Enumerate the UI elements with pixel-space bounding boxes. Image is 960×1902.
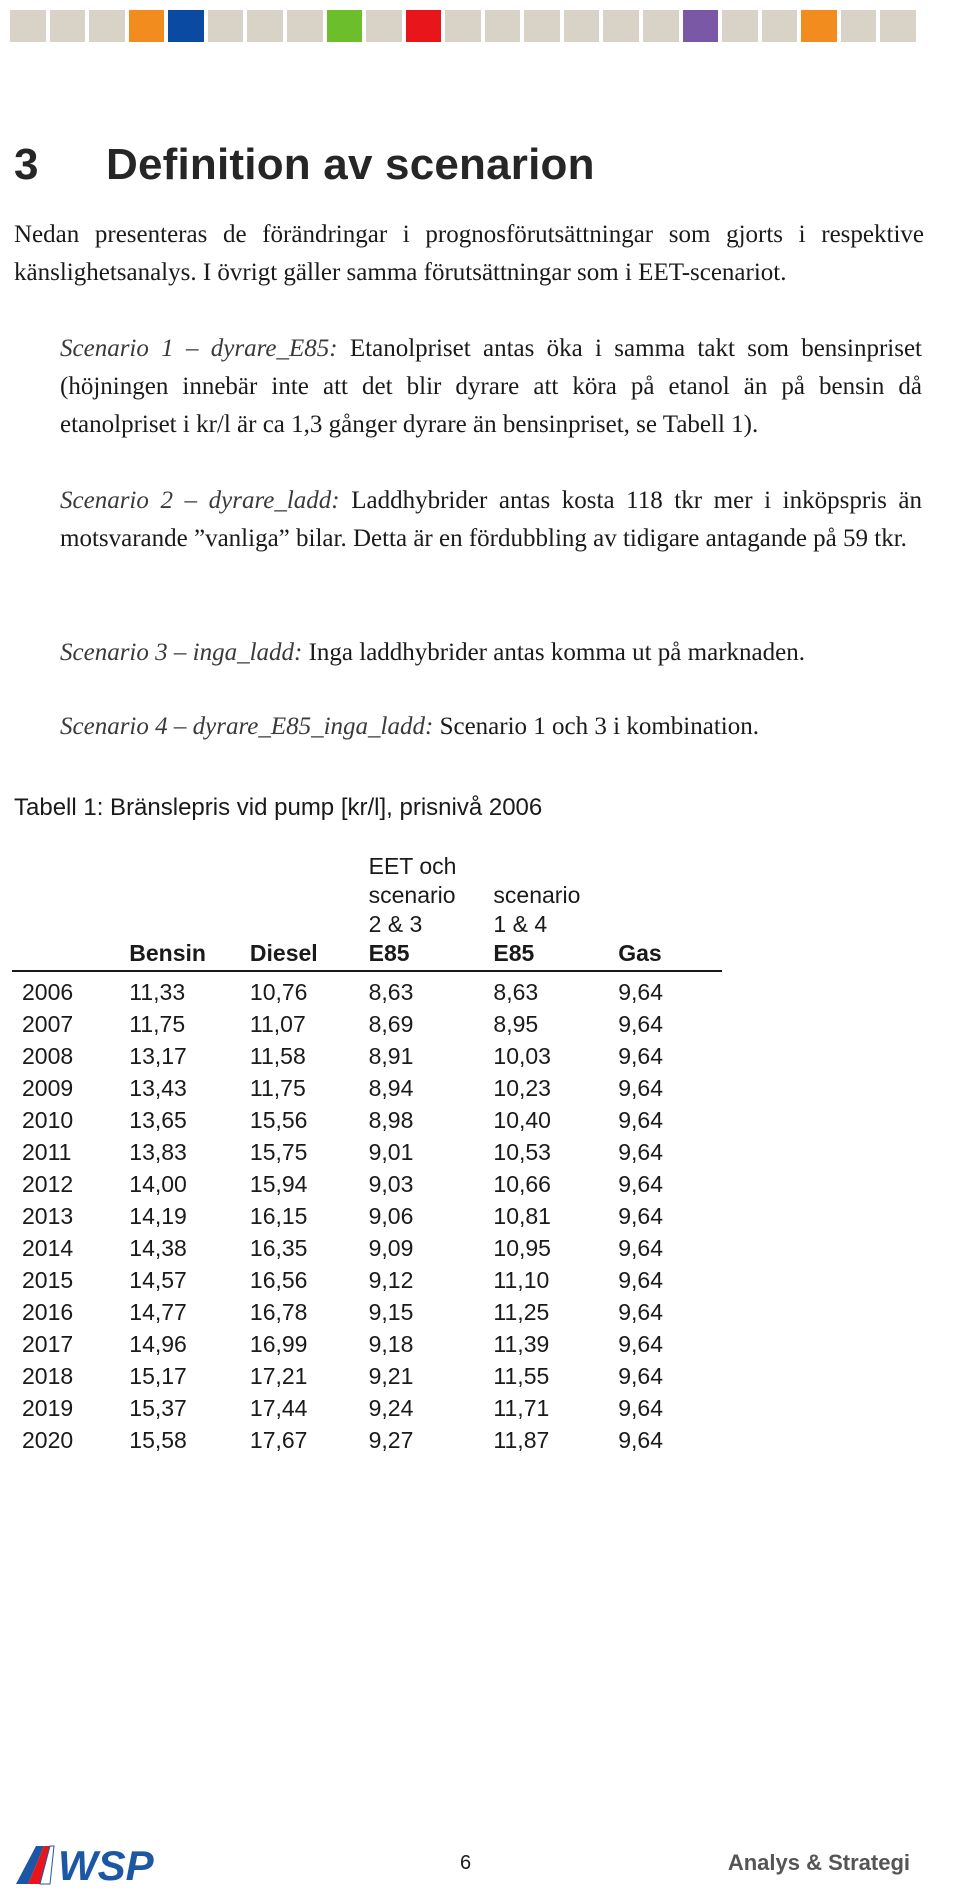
color-square: [485, 10, 521, 42]
price-cell: 9,64: [618, 1427, 663, 1453]
price-cell: 9,64: [618, 1331, 663, 1357]
price-cell: 11,39: [493, 1331, 550, 1357]
year-cell: 2008: [22, 1043, 74, 1069]
price-cell: 8,91: [368, 1043, 414, 1069]
color-square: [445, 10, 481, 42]
price-cell: 10,95: [493, 1235, 551, 1261]
year-cell: 2015: [22, 1267, 74, 1293]
price-cell: 8,69: [368, 1011, 414, 1037]
table-row: [12, 1328, 722, 1360]
price-cell: 9,64: [618, 1299, 663, 1325]
scenario-text: Laddhybrider antas kosta 118 tkr mer i inköpspris än motsvarande ”vanliga” bilar. Detta är en fördubbling av tidigare antagande på 59 tkr.: [60, 487, 922, 552]
price-cell: 11,71: [493, 1395, 550, 1421]
price-cell: 14,57: [129, 1267, 187, 1293]
price-cell: 17,44: [249, 1395, 308, 1421]
table-row: [12, 1168, 722, 1200]
price-cell: 11,87: [493, 1427, 550, 1453]
column-header: Gas: [618, 940, 662, 966]
price-cell: 11,25: [493, 1299, 550, 1325]
column-group-label: EET och scenario 2 & 3: [368, 853, 457, 937]
color-square: [327, 10, 363, 42]
price-cell: 9,64: [618, 1139, 663, 1165]
color-square: [564, 10, 600, 42]
color-square: [366, 10, 402, 42]
scenario-text: Scenario 1 och 3 i kombination.: [433, 713, 759, 740]
scenario-2-paragraph: [60, 482, 922, 558]
column-header: EET och scenario 2 & 3 E85: [359, 852, 484, 971]
price-cell: 13,43: [129, 1075, 187, 1101]
table-row: [12, 1008, 722, 1040]
price-cell: 14,38: [129, 1235, 187, 1261]
price-cell: 14,96: [129, 1331, 187, 1357]
price-cell: 15,17: [129, 1363, 187, 1389]
price-cell: 11,55: [493, 1363, 550, 1389]
price-cell: 9,15: [368, 1299, 414, 1325]
year-cell: 2020: [22, 1427, 74, 1453]
price-cell: 11,75: [249, 1075, 306, 1101]
table-row: [12, 971, 722, 1008]
price-cell: 8,95: [493, 1011, 539, 1037]
scenario-label: Scenario 3 – inga_ladd:: [60, 639, 303, 666]
price-cell: 9,12: [368, 1267, 414, 1293]
year-cell: 2011: [22, 1139, 72, 1165]
price-cell: 13,65: [129, 1107, 187, 1133]
color-square: [722, 10, 758, 42]
price-cell: 11,75: [129, 1011, 186, 1037]
scenario-3-paragraph: [60, 634, 922, 672]
price-cell: 9,09: [368, 1235, 414, 1261]
table-caption: Tabell 1: Bränslepris vid pump [kr/l], prisnivå 2006: [14, 794, 543, 821]
price-cell: 15,75: [249, 1139, 308, 1165]
footer-department: Analys & Strategi: [727, 1850, 910, 1875]
color-square: [129, 10, 165, 42]
table-row: [12, 1232, 722, 1264]
scenario-text: Inga laddhybrider antas komma ut på marknaden.: [302, 639, 805, 666]
column-header: [12, 852, 119, 971]
section-heading: [14, 140, 595, 190]
price-cell: 15,56: [249, 1107, 308, 1133]
color-square: [208, 10, 244, 42]
price-cell: 10,76: [249, 979, 308, 1005]
year-cell: 2019: [22, 1395, 74, 1421]
table-row: [12, 1104, 722, 1136]
price-cell: 10,53: [493, 1139, 551, 1165]
table-row: [12, 1040, 722, 1072]
price-cell: 15,58: [129, 1427, 187, 1453]
year-cell: 2013: [22, 1203, 74, 1229]
color-square: [762, 10, 798, 42]
scenario-4-paragraph: [60, 708, 922, 746]
price-cell: 10,81: [493, 1203, 551, 1229]
scenario-text: Etanolpriset antas öka i samma takt som bensinpriset (höjningen innebär inte att det blir dyrare att köra på etanol än på bensin då etanolpriset i kr/l är ca 1,3 gånger dyrare än bensinpriset, se Tabell 1).: [60, 335, 923, 438]
table-row: [12, 1392, 722, 1424]
color-square: [603, 10, 639, 42]
fuel-price-table: [12, 852, 722, 1456]
price-cell: 13,17: [129, 1043, 187, 1069]
color-square: [841, 10, 877, 42]
section-number: 3: [14, 140, 39, 189]
scenario-label: Scenario 4 – dyrare_E85_inga_ladd:: [60, 713, 434, 740]
price-cell: 14,19: [129, 1203, 187, 1229]
price-cell: 8,98: [368, 1107, 414, 1133]
year-cell: 2012: [22, 1171, 74, 1197]
price-cell: 16,56: [249, 1267, 308, 1293]
header-color-strip: [10, 10, 916, 42]
price-cell: 9,24: [368, 1395, 414, 1421]
price-cell: 15,37: [129, 1395, 187, 1421]
year-cell: 2017: [22, 1331, 74, 1357]
price-cell: 9,64: [618, 1043, 663, 1069]
table-row: [12, 1200, 722, 1232]
scenario-label: Scenario 1 – dyrare_E85:: [60, 335, 338, 362]
price-cell: 8,63: [493, 979, 539, 1005]
price-cell: 8,63: [368, 979, 414, 1005]
table-row: [12, 1360, 722, 1392]
price-cell: 16,99: [249, 1331, 308, 1357]
price-cell: 16,78: [249, 1299, 308, 1325]
price-cell: 10,40: [493, 1107, 551, 1133]
price-cell: 9,64: [618, 1171, 663, 1197]
color-square: [643, 10, 679, 42]
price-cell: 17,21: [249, 1363, 308, 1389]
scenario-1-paragraph: [60, 330, 922, 444]
price-cell: 9,64: [618, 1363, 663, 1389]
price-cell: 9,64: [618, 1235, 663, 1261]
price-cell: 9,64: [618, 1075, 663, 1101]
price-cell: 9,06: [368, 1203, 414, 1229]
column-header: Bensin: [129, 940, 206, 966]
page-number: 6: [460, 1852, 472, 1874]
color-square: [683, 10, 719, 42]
column-header: Diesel: [249, 940, 318, 966]
year-cell: 2014: [22, 1235, 74, 1261]
price-cell: 10,03: [493, 1043, 551, 1069]
price-cell: 16,35: [249, 1235, 308, 1261]
color-square: [247, 10, 283, 42]
price-cell: 9,64: [618, 1011, 663, 1037]
price-cell: 14,00: [129, 1171, 187, 1197]
price-cell: 9,01: [368, 1139, 414, 1165]
price-cell: 13,83: [129, 1139, 187, 1165]
scenario-label: Scenario 2 – dyrare_ladd:: [60, 487, 340, 514]
intro-paragraph: Nedan presenteras de förändringar i prognosförutsättningar som gjorts i respektive känslighetsanalys. I övrigt gäller samma förutsättningar som i EET-scenariot.: [14, 221, 924, 286]
year-cell: 2007: [22, 1011, 74, 1037]
year-cell: 2009: [22, 1075, 74, 1101]
column-header: scenario 1 & 4 E85: [483, 852, 608, 971]
color-square: [168, 10, 204, 42]
color-square: [50, 10, 86, 42]
color-square: [10, 10, 46, 42]
table-row: [12, 1296, 722, 1328]
wsp-logo: [14, 1842, 194, 1886]
wsp-logo-text: WSP: [58, 1842, 154, 1886]
price-cell: 9,64: [618, 1267, 663, 1293]
color-square: [287, 10, 323, 42]
price-cell: 16,15: [249, 1203, 308, 1229]
year-cell: 2018: [22, 1363, 74, 1389]
price-cell: 10,23: [493, 1075, 551, 1101]
table-header-row: [12, 852, 722, 971]
price-cell: 9,64: [618, 979, 663, 1005]
price-cell: 10,66: [493, 1171, 551, 1197]
price-cell: 9,64: [618, 1203, 663, 1229]
color-square: [524, 10, 560, 42]
price-cell: 14,77: [129, 1299, 187, 1325]
price-cell: 9,64: [618, 1107, 663, 1133]
price-cell: 11,10: [493, 1267, 550, 1293]
table-row: [12, 1424, 722, 1456]
price-cell: 9,03: [368, 1171, 414, 1197]
color-square: [406, 10, 442, 42]
price-cell: 17,67: [249, 1427, 308, 1453]
price-cell: 9,27: [368, 1427, 414, 1453]
table-row: [12, 1264, 722, 1296]
price-cell: 11,33: [129, 979, 186, 1005]
price-cell: 9,18: [368, 1331, 414, 1357]
color-square: [880, 10, 916, 42]
column-group-label: scenario 1 & 4: [493, 882, 581, 937]
price-cell: 9,64: [618, 1395, 663, 1421]
section-title: Definition av scenarion: [106, 140, 595, 189]
table-row: [12, 1136, 722, 1168]
table-row: [12, 1072, 722, 1104]
price-cell: 11,07: [249, 1011, 306, 1037]
price-cell: 8,94: [368, 1075, 414, 1101]
year-cell: 2010: [22, 1107, 74, 1133]
price-cell: 15,94: [249, 1171, 308, 1197]
year-cell: 2006: [22, 979, 74, 1005]
color-square: [89, 10, 125, 42]
color-square: [801, 10, 837, 42]
price-cell: 11,58: [249, 1043, 306, 1069]
year-cell: 2016: [22, 1299, 74, 1325]
price-cell: 9,21: [368, 1363, 414, 1389]
